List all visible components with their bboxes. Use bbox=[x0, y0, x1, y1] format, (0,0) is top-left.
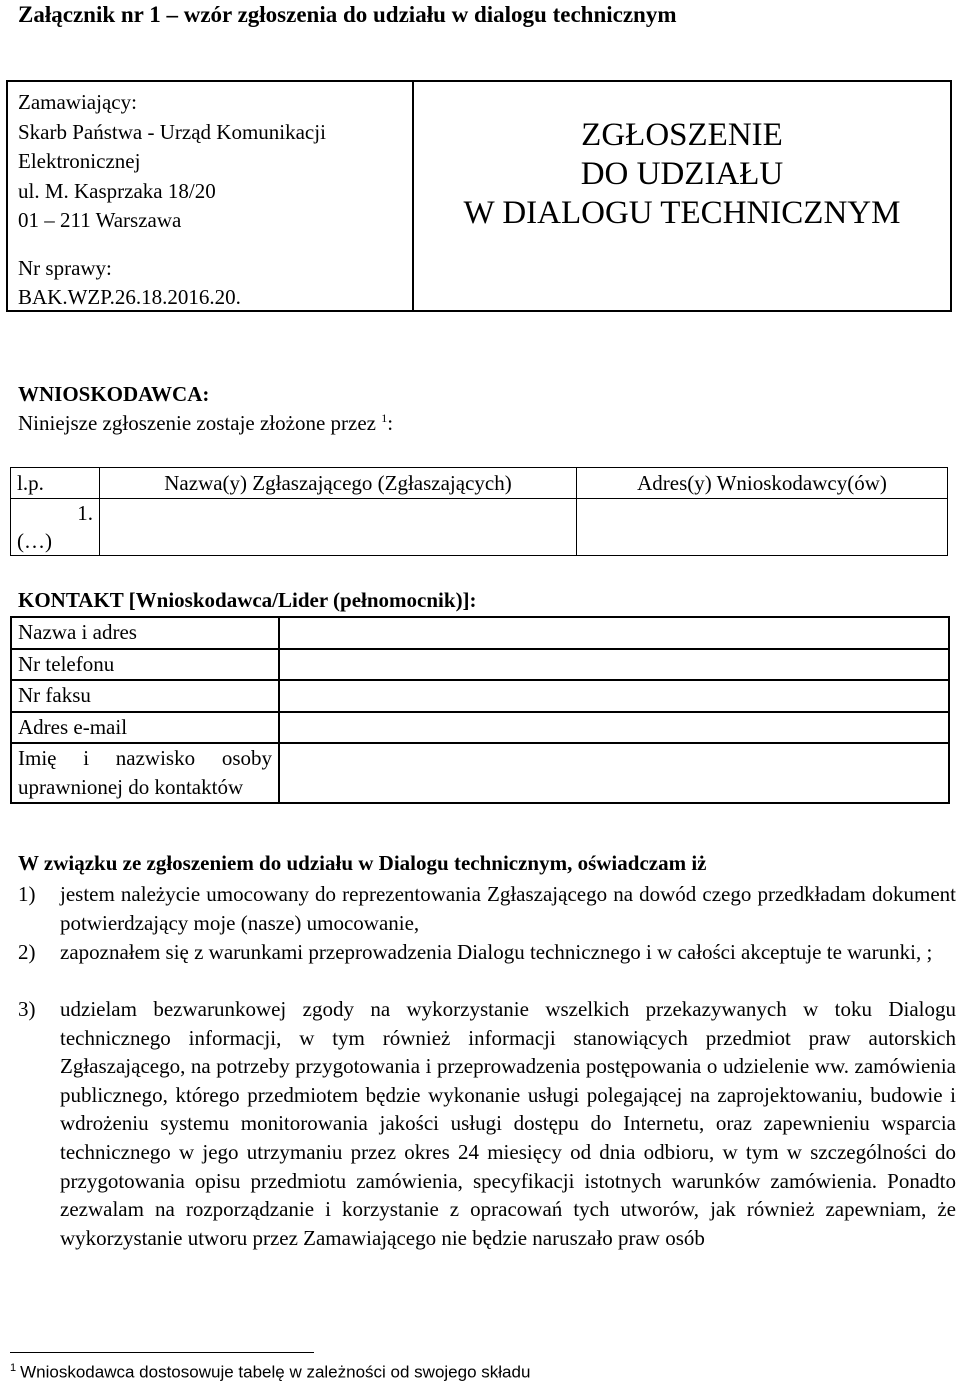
header-cell-address: Adres(y) Wnioskodawcy(ów) bbox=[577, 468, 948, 499]
declaration-item bbox=[18, 938, 956, 967]
footnote-text: Wnioskodawca dostosowuje tabelę w zależności od swojego składu bbox=[20, 1362, 531, 1382]
contact-field-value[interactable] bbox=[279, 743, 949, 803]
applicant-subtitle-text: Niniejsze zgłoszenie zostaje złożone przez bbox=[18, 411, 376, 435]
declaration-item-number: 2) bbox=[18, 940, 36, 964]
applicant-heading: WNIOSKODAWCA: bbox=[18, 382, 210, 406]
contact-field-value[interactable] bbox=[279, 617, 949, 649]
table-row bbox=[11, 649, 949, 681]
table-row bbox=[11, 680, 949, 712]
declaration-item-text: zapoznałem się z warunkami przeprowadzenia Dialogu technicznego i w całości akceptuje te warunki, ; bbox=[60, 940, 933, 964]
form-title-line: DO UDZIAŁU bbox=[580, 156, 784, 192]
table-row bbox=[11, 743, 949, 803]
contact-field-label: Nr faksu bbox=[11, 680, 279, 712]
contact-field-label: Adres e-mail bbox=[11, 712, 279, 744]
contact-field-label: Nr telefonu bbox=[11, 649, 279, 681]
contact-field-value[interactable] bbox=[279, 680, 949, 712]
declaration-item bbox=[18, 995, 956, 1252]
footnote-mark: 1 bbox=[10, 1362, 17, 1374]
orderer-block bbox=[18, 88, 326, 236]
applicant-subtitle-end: : bbox=[387, 411, 394, 435]
form-title-line: W DIALOGU TECHNICZNYM bbox=[463, 195, 901, 231]
document-title: Załącznik nr 1 – wzór zgłoszenia do udziału w dialogu technicznym bbox=[18, 2, 677, 27]
declaration-item bbox=[18, 880, 956, 937]
orderer-line: Elektronicznej bbox=[18, 149, 141, 173]
header-cell-name: Nazwa(y) Zgłaszającego (Zgłaszających) bbox=[100, 468, 577, 499]
contact-table bbox=[10, 616, 950, 804]
table-row bbox=[11, 712, 949, 744]
orderer-line: ul. M. Kasprzaka 18/20 bbox=[18, 178, 216, 203]
row-number: 1. bbox=[77, 501, 93, 525]
declaration-item-number: 3) bbox=[18, 997, 36, 1021]
address-input-cell[interactable] bbox=[577, 499, 948, 556]
form-title bbox=[414, 116, 950, 233]
declaration-item-number: 1) bbox=[18, 882, 36, 906]
declaration-heading: W związku ze zgłoszeniem do udziału w Dialogu technicznym, oświadczam iż bbox=[18, 851, 707, 875]
name-input-cell[interactable] bbox=[100, 499, 577, 556]
footnote-reference[interactable]: 1 bbox=[381, 411, 388, 425]
footnote bbox=[10, 1362, 530, 1383]
applicant-table-header bbox=[11, 468, 948, 499]
header-cell-lp: l.p. bbox=[11, 468, 100, 499]
orderer-line: Skarb Państwa - Urząd Komunikacji bbox=[18, 119, 326, 144]
applicant-table bbox=[10, 467, 948, 556]
applicant-subtitle bbox=[18, 411, 393, 436]
declaration-item-text: jestem należycie umocowany do reprezentowania Zgłaszającego na dowód czego przedkładam dokument potwierdzający moje (nasze) umocowanie, bbox=[60, 882, 956, 935]
table-row bbox=[11, 617, 949, 649]
table-row bbox=[11, 499, 948, 556]
contact-field-value[interactable] bbox=[279, 649, 949, 681]
header-box bbox=[6, 80, 952, 312]
orderer-line: 01 – 211 Warszawa bbox=[18, 208, 182, 232]
contact-field-value[interactable] bbox=[279, 712, 949, 744]
row-number-cell bbox=[11, 499, 100, 556]
footnote-separator bbox=[10, 1352, 314, 1353]
case-number-value: BAK.WZP.26.18.2016.20. bbox=[18, 285, 241, 309]
case-number-label: Nr sprawy: bbox=[18, 256, 112, 280]
contact-field-label: Nazwa i adres bbox=[11, 617, 279, 649]
form-title-line: ZGŁOSZENIE bbox=[581, 117, 783, 153]
case-number-block bbox=[18, 254, 241, 312]
orderer-label: Zamawiający: bbox=[18, 90, 137, 114]
declaration-item-text: udzielam bezwarunkowej zgody na wykorzystanie wszelkich przekazywanych w toku Dialogu technicznego informacji, w tym również informacji stanowiących przedmiot praw autorskich Zgłaszającego, na potrzeby przygotowania i przeprowadzenia postępowania o udzielenie ww. zamówienia publicznego, którego przedmiotem będzie wykonanie usługi polegającej na zaprojektowaniu, budowie i wdrożeniu systemu monitorowania jakości usługi dostępu do Internetu, oraz zapewnieniu wsparcia technicznego w jego utrzymaniu przez okres 24 miesięcy od dnia odbioru, w tym w szczególności do przygotowania opisu przedmiotu zamówienia, specyfikacji istotnych warunków zamówienia. Ponadto zezwalam na rozporządzanie i korzystanie z opracowań tych utworów, jak również zapewniam, że wykorzystanie utworu przez Zamawiającego nie będzie naruszało praw osób bbox=[60, 997, 956, 1250]
row-number: (…) bbox=[17, 529, 52, 553]
contact-heading: KONTAKT [Wnioskodawca/Lider (pełnomocnik)]: bbox=[18, 588, 477, 612]
contact-field-label: Imię i nazwisko osoby uprawnionej do kontaktów bbox=[11, 743, 279, 803]
